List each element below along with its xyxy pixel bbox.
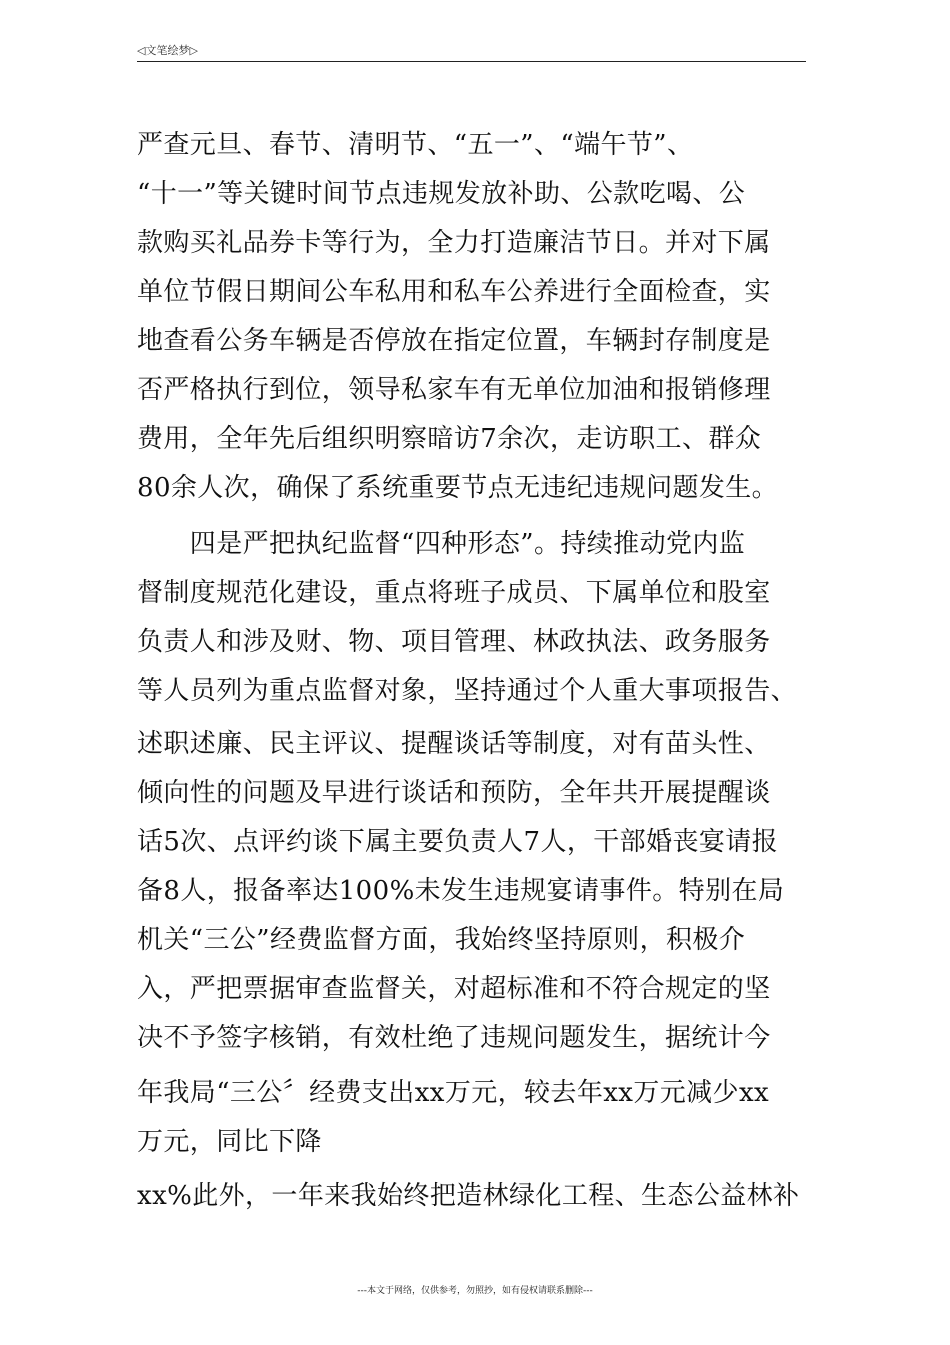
- text-line: 年我局“三公〞经费支出xx万元，较去年xx万元减少xx: [137, 1078, 770, 1108]
- text-line: 督制度规范化建设，重点将班子成员、下属单位和股室: [137, 578, 771, 608]
- text-line: 单位节假日期间公车私用和私车公养进行全面检查，实: [137, 277, 771, 307]
- text-line: 负责人和涉及财、物、项目管理、林政执法、政务服务: [137, 627, 771, 657]
- text-line: 话5次、点评约谈下属主要负责人7人，干部婚丧宴请报: [137, 827, 779, 857]
- text-line: 否严格执行到位，领导私家车有无单位加油和报销修理: [137, 375, 771, 405]
- text-line: 等人员列为重点监督对象，坚持通过个人重大事项报告、: [137, 676, 798, 706]
- text-line: 决不予签字核销，有效杜绝了违规问题发生，据统计今: [137, 1023, 771, 1053]
- text-line: 入，严把票据审查监督关，对超标准和不符合规定的坚: [137, 974, 771, 1004]
- text-line: xx%此外，一年来我始终把造林绿化工程、生态公益林补: [137, 1181, 800, 1211]
- text-line: 万元，同比下降: [137, 1127, 322, 1157]
- text-line: 述职述廉、民主评议、提醒谈话等制度，对有苗头性、: [137, 729, 771, 759]
- text-line: 严查元旦、春节、清明节、“五一”、“端午节”、: [137, 130, 694, 160]
- text-line: 备8人，报备率达100%未发生违规宴请事件。特别在局: [137, 876, 785, 906]
- text-line: 款购买礼品券卡等行为，全力打造廉洁节日。并对下属: [137, 228, 771, 258]
- footer-notice: ---本文于网络，仅供参考，勿照抄，如有侵权请联系删除---: [357, 1286, 593, 1296]
- text-line: 机关“三公”经费监督方面，我始终坚持原则，积极介: [137, 925, 746, 955]
- header-brand: ◁文笔绘梦▷: [137, 44, 198, 57]
- text-line: 费用，全年先后组织明察暗访7余次，走访职工、群众: [137, 424, 762, 454]
- text-line: 地查看公务车辆是否停放在指定位置，车辆封存制度是: [137, 326, 771, 356]
- text-line: 80余人次，确保了系统重要节点无违纪违规问题发生。: [137, 473, 779, 503]
- text-line: 四是严把执纪监督“四种形态”。持续推动党内监: [137, 529, 746, 559]
- text-line: “十一”等关键时间节点违规发放补助、公款吃喝、公: [137, 179, 746, 209]
- text-line: 倾向性的问题及早进行谈话和预防，全年共开展提醒谈: [137, 778, 771, 808]
